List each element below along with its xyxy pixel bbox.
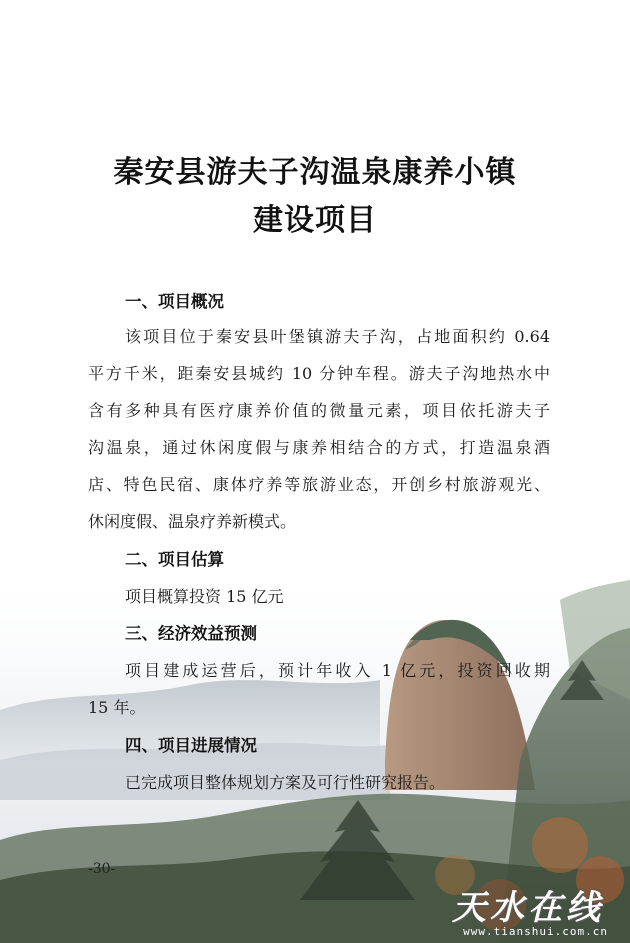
overview-paragraph-line: 沟温泉，通过休闲度假与康养相结合的方式，打造温泉酒	[88, 438, 550, 457]
page-number: -30-	[88, 861, 116, 877]
watermark-logo-text: 天水在线	[452, 888, 604, 928]
overview-paragraph-line: 休闲度假、温泉疗养新模式。	[88, 512, 297, 531]
progress-paragraph-line: 已完成项目整体规划方案及可行性研究报告。	[125, 773, 446, 792]
forecast-paragraph-line: 15 年。	[88, 698, 146, 717]
overview-paragraph-line: 店、特色民宿、康体疗养等旅游业态，开创乡村旅游观光、	[88, 475, 550, 494]
section-heading-estimate: 二、项目估算	[125, 550, 224, 569]
section-heading-economic-forecast: 三、经济效益预测	[125, 624, 257, 643]
section-heading-overview: 一、项目概况	[125, 292, 224, 311]
overview-paragraph-line: 该项目位于秦安县叶堡镇游夫子沟，占地面积约 0.64	[125, 327, 550, 346]
section-heading-progress: 四、项目进展情况	[125, 736, 257, 755]
watermark-url: www.tianshui.com.cn	[463, 925, 608, 938]
overview-paragraph-line: 平方千米，距秦安县城约 10 分钟车程。游夫子沟地热水中	[88, 364, 550, 383]
forecast-paragraph-line: 项目建成运营后，预计年收入 1 亿元，投资回收期	[125, 661, 550, 680]
overview-paragraph-line: 含有多种具有医疗康养价值的微量元素，项目依托游夫子	[88, 401, 550, 420]
estimate-paragraph-line: 项目概算投资 15 亿元	[125, 587, 284, 606]
document-title-line-2: 建设项目	[253, 203, 377, 238]
document-title-line-1: 秦安县游夫子沟温泉康养小镇	[113, 155, 517, 190]
